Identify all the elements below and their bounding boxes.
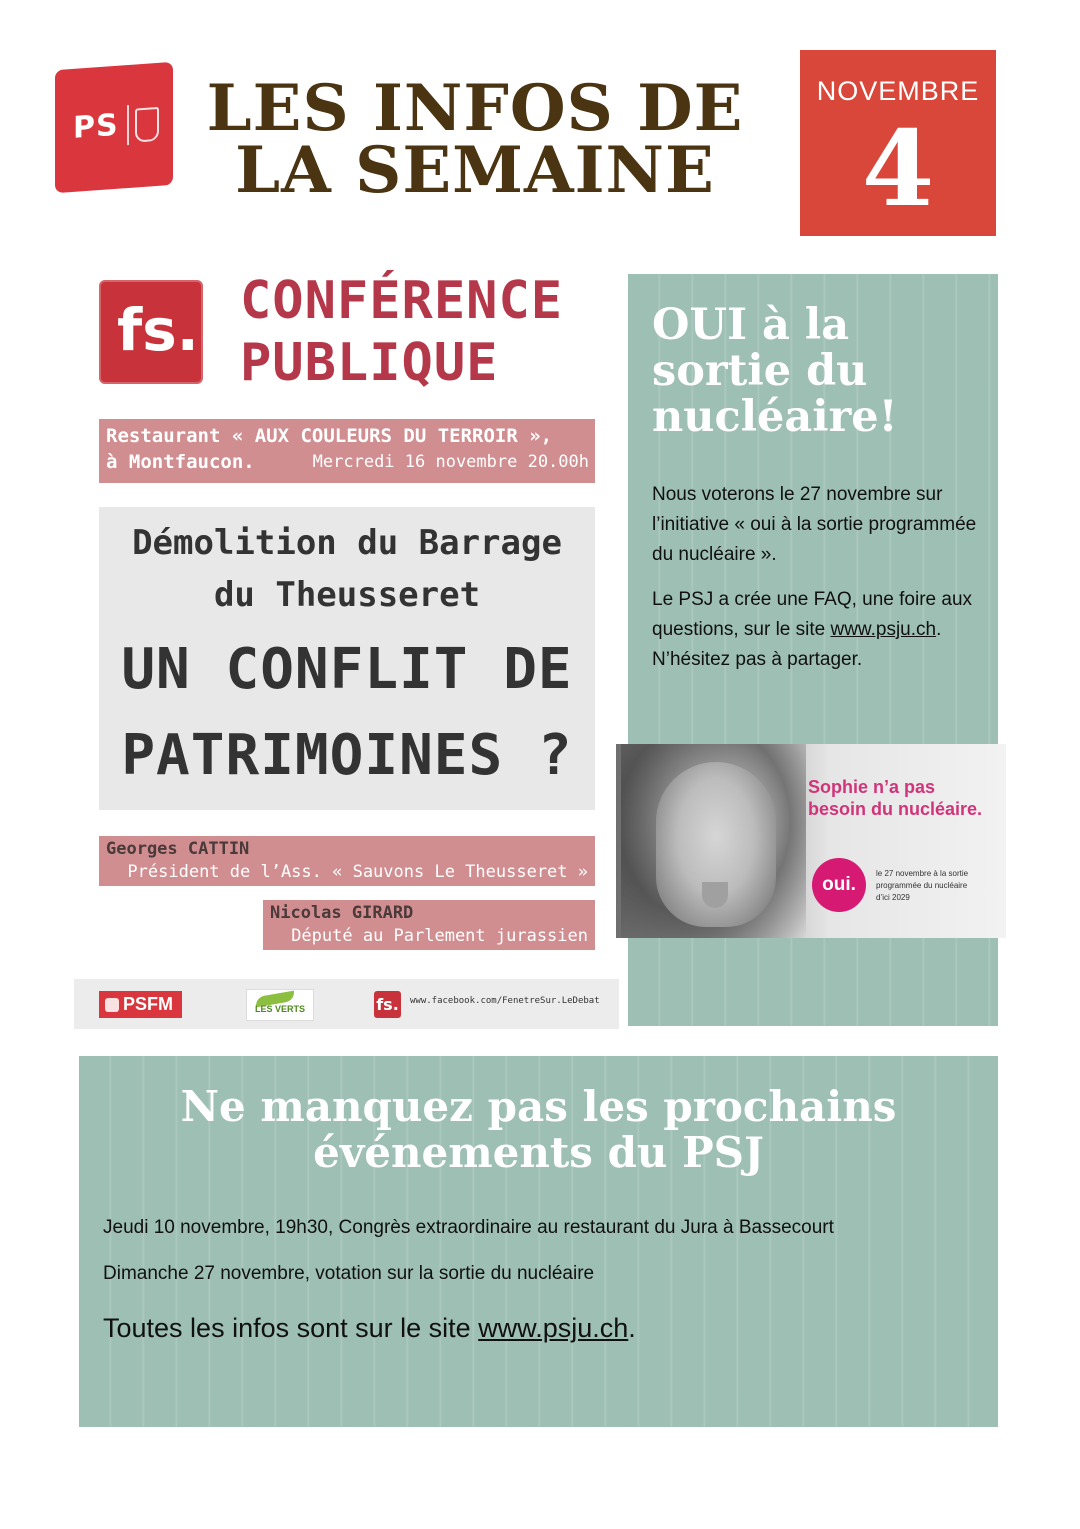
speaker-name: Georges CATTIN [106,839,250,859]
speaker-name: Nicolas GIRARD [270,903,414,923]
date-day: 4 [861,107,935,230]
ps-logo [55,62,173,193]
topic-subtitle-line1: Démolition du Barrage [132,523,562,563]
faq-text-end: . N’hésitez pas à partager. [652,619,942,670]
nuclear-title [652,302,898,440]
page-title-line2: LA SEMAINE [235,133,715,208]
page-title [195,71,755,208]
ps-logo-text: PS [73,107,119,146]
events-title-line1: Ne manquez pas les prochains [180,1082,897,1131]
speaker-role: Président de l’Ass. « Sauvons Le Theusseret » [127,862,588,882]
events-panel [79,1056,998,1427]
topic-headline-line1: UN CONFLIT DE [121,637,573,702]
verts-logo [246,989,314,1021]
psfm-logo [99,991,182,1018]
sponsor-bar [74,979,619,1029]
venue-date: Mercredi 16 novembre 20.00h [312,452,589,472]
venue-town: à Montfaucon. [106,451,255,473]
psju-link[interactable]: www.psju.ch [478,1313,629,1343]
event-item: Jeudi 10 novembre, 19h30, Congrès extraordinaire au restaurant du Jura à Bassecourt [103,1217,834,1238]
nuclear-paragraph-vote: Nous voterons le 27 novembre sur l’initiative « oui à la sortie programmée du nucléaire ». [652,484,977,565]
ps-logo-divider [127,105,129,145]
ad-fineprint [876,868,1001,904]
fs-logo-text: fs. [117,296,199,364]
topic-headline [99,627,595,799]
psju-link[interactable]: www.psju.ch [830,619,937,640]
topic-subtitle [99,517,595,621]
fs-mini-logo: fs. [374,991,401,1018]
event-item: Dimanche 27 novembre, votation sur la sortie du nucléaire [103,1263,595,1284]
venue-box [99,419,595,483]
ad-fineprint-line1: le 27 novembre à la sortie [876,869,969,878]
events-title-line2: événements du PSJ [313,1128,764,1177]
faq-text-start: Le PSJ a crée une FAQ, une foire aux questions, sur le site [652,589,973,640]
nuclear-paragraph-faq [652,585,982,675]
venue-name: Restaurant « AUX COULEURS DU TERROIR », [106,425,553,447]
facebook-link[interactable]: www.facebook.com/FenetreSur.LeDebat [410,996,600,1006]
topic-subtitle-line2: du Theusseret [213,575,481,615]
campaign-ad-image [616,744,1006,938]
conference-title-line1: CONFÉRENCE [240,271,564,331]
ad-headline [808,776,1006,820]
speaker-card [263,900,595,950]
conference-title-line2: PUBLIQUE [240,333,499,393]
infos-suffix: . [628,1313,636,1343]
nuclear-title-line1: OUI à la [652,300,850,350]
page-title-line1: LES INFOS DE [206,71,744,146]
rose-icon [105,998,119,1012]
speaker-card [99,836,595,886]
date-badge [800,50,996,236]
psfm-logo-text: PSFM [123,994,174,1014]
date-month: NOVEMBRE [816,76,980,106]
ad-headline-line2: besoin du nucléaire. [808,799,983,819]
ad-oui-badge: oui. [812,858,866,912]
speaker-role: Député au Parlement jurassien [291,926,588,946]
ad-fineprint-line2: programmée du nucléaire [876,881,968,890]
crest-icon [135,107,159,143]
fs-logo [99,280,203,384]
infos-prefix: Toutes les infos sont sur le site [103,1313,479,1343]
nuclear-title-line2: sortie du [652,346,868,396]
infos-line [103,1313,636,1344]
events-title [79,1084,998,1176]
verts-logo-text: LES VERTS [255,1004,306,1014]
topic-headline-line2: PATRIMOINES ? [121,723,573,788]
ad-photo-tongue [702,882,728,908]
ad-fineprint-line3: d’ici 2029 [876,893,910,902]
ad-headline-line1: Sophie n’a pas [808,777,936,797]
topic-box [99,507,595,810]
nuclear-title-line3: nucléaire! [652,392,898,442]
conference-title [240,270,563,394]
